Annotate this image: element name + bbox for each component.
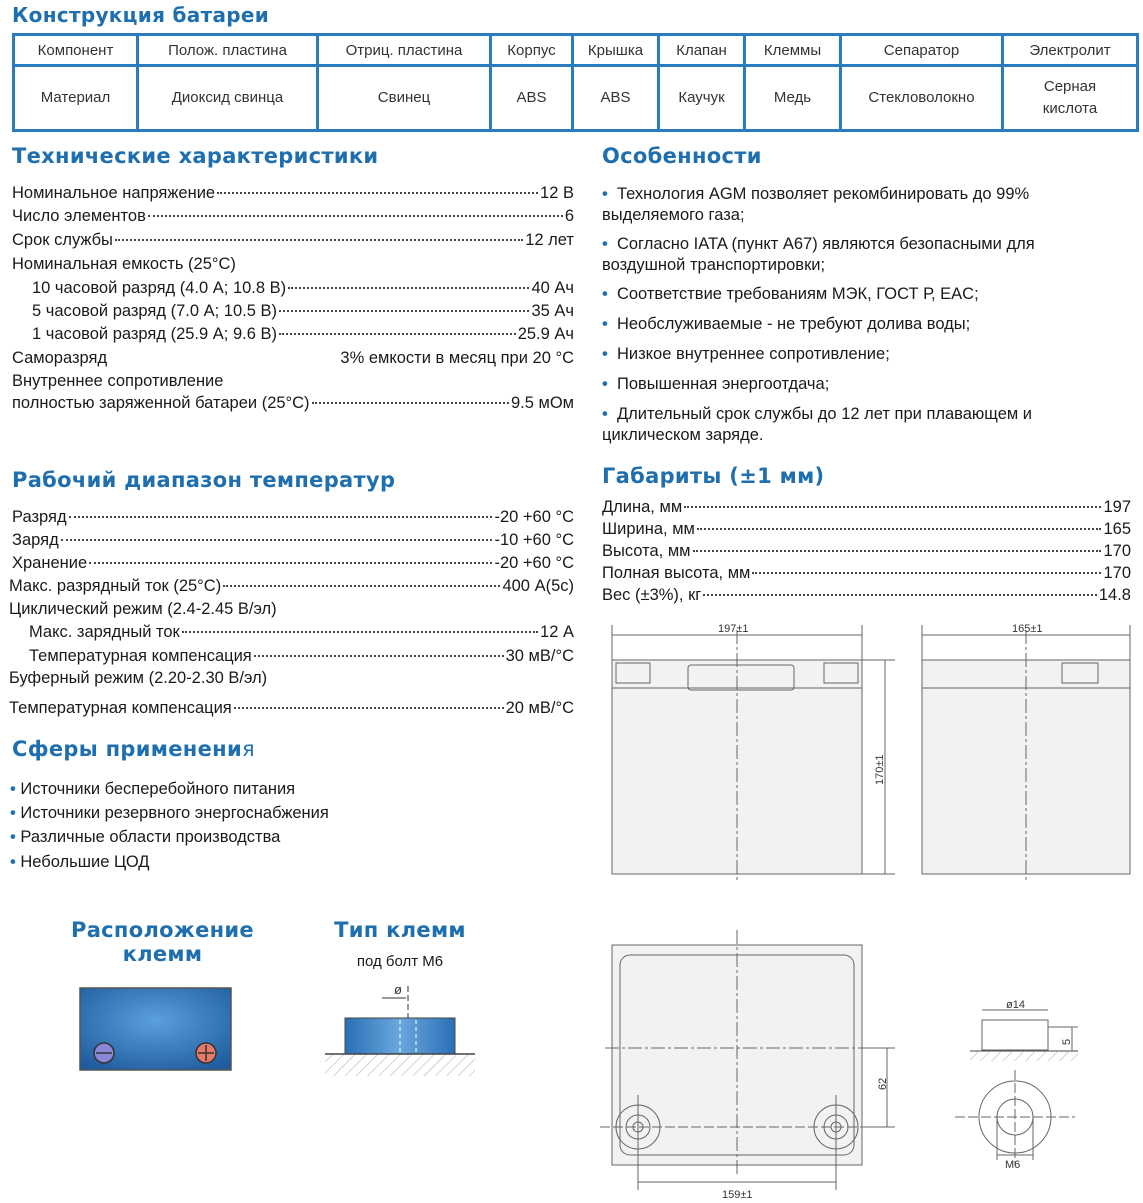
buffer-title: Буферный режим (2.20-2.30 В/эл)	[9, 669, 268, 687]
table-header: Электролит	[1003, 35, 1138, 66]
table-cell: Медь	[745, 66, 841, 131]
bolt-label: M6	[1005, 1159, 1021, 1171]
dimension-row: Вес (±3%), кг 14.8	[602, 586, 1131, 604]
temp-row: Макс. зарядный ток 12 А	[29, 623, 574, 641]
terminal-layout-title: Расположение клемм	[71, 918, 254, 966]
feature-item: • Необслуживаемые - не требуют долива воды;	[602, 315, 971, 333]
feature-item: • Длительный срок службы до 12 лет при плавающем и циклическом заряде.	[602, 405, 1033, 444]
table-header: Клапан	[659, 35, 745, 66]
temp-row: Хранение -20 +60 °С	[12, 554, 574, 572]
temp-row: Разряд -20 +60 °С	[12, 508, 574, 526]
table-header: Корпус	[491, 35, 573, 66]
side-width-label: 165±1	[1012, 623, 1043, 635]
spec-row: 5 часовой разряд (7.0 А; 10.5 В) 35 Ач	[32, 302, 574, 320]
feature-item: • Технология AGM позволяет рекомбинировать до 99% выделяемого газа;	[602, 185, 1030, 224]
application-item: • Различные области производства	[10, 828, 281, 846]
spec-row: 1 часовой разряд (25.9 А; 9.6 В) 25.9 Ач	[32, 325, 574, 343]
construction-title: Конструкция батареи	[12, 3, 270, 27]
feature-item: • Согласно IATA (пункт А67) являются безопасными для воздушной транспортировки;	[602, 235, 1035, 274]
diameter-label: ø	[394, 982, 402, 997]
terminal-type-title: Тип клемм	[334, 918, 466, 942]
application-item: • Источники бесперебойного питания	[10, 780, 296, 798]
terminal-height-label: 5	[1061, 1038, 1073, 1045]
capacity-title: Номинальная емкость (25°С)	[12, 255, 236, 273]
application-item: • Источники резервного энергоснабжения	[10, 804, 329, 822]
terminal-type-diagram	[320, 976, 480, 1080]
dimension-row: Длина, мм 197	[602, 498, 1131, 516]
temp-row: Макс. разрядный ток (25°С) 400 А(5с)	[9, 577, 574, 595]
table-header: Крышка	[573, 35, 659, 66]
table-header: Сепаратор	[841, 35, 1003, 66]
spec-row: 10 часовой разряд (4.0 А; 10.8 В) 40 Ач	[32, 279, 574, 297]
application-item: • Небольшие ЦОД	[10, 853, 150, 871]
feature-item: • Низкое внутреннее сопротивление;	[602, 345, 890, 363]
spec-row: Саморазряд 3% емкости в месяц при 20 °С	[12, 349, 574, 367]
internal-res-title: Внутреннее сопротивление	[12, 372, 224, 390]
spec-row: Номинальное напряжение 12 В	[12, 184, 574, 202]
positive-terminal-icon	[196, 1043, 216, 1063]
terminal-detail	[955, 1010, 1078, 1165]
height-label: 170±1	[874, 754, 886, 785]
terminal-type-subtitle: под болт М6	[356, 953, 444, 970]
side-view	[922, 625, 1130, 880]
dimension-row: Высота, мм 170	[602, 542, 1131, 560]
cyclic-title: Циклический режим (2.4-2.45 В/эл)	[9, 600, 277, 618]
spec-row: Число элементов 6	[12, 207, 574, 225]
spec-row: полностью заряженной батареи (25°С) 9.5 мОм	[12, 394, 574, 412]
applications-title: Сферы применения	[12, 737, 255, 761]
table-header: Клеммы	[745, 35, 841, 66]
dimension-row: Ширина, мм 165	[602, 520, 1131, 538]
specs-title: Технические характеристики	[12, 144, 379, 168]
terminal-layout-diagram	[78, 986, 234, 1074]
table-cell: Каучук	[659, 66, 745, 131]
negative-terminal-icon	[94, 1043, 114, 1063]
temperature-title: Рабочий диапазон температур	[12, 468, 396, 492]
table-header: Компонент	[14, 35, 138, 66]
table-cell: Стекловолокно	[841, 66, 1003, 131]
table-cell: Диоксид свинца	[138, 66, 318, 131]
front-width-label: 197±1	[718, 623, 749, 635]
spec-row: Срок службы 12 лет	[12, 231, 574, 249]
terminal-spacing-label: 159±1	[722, 1189, 753, 1201]
table-header: Отриц. пластина	[318, 35, 491, 66]
dimension-row: Полная высота, мм 170	[602, 564, 1131, 582]
temp-row: Температурная компенсация 20 мВ/°С	[9, 699, 574, 717]
dimensions-title: Габариты (±1 мм)	[602, 464, 825, 488]
front-view	[612, 625, 895, 880]
table-cell: ABS	[491, 66, 573, 131]
table-cell: ABS	[573, 66, 659, 131]
top-view	[600, 930, 895, 1190]
table-cell: Свинец	[318, 66, 491, 131]
table-cell: Материал	[14, 66, 138, 131]
temp-row: Температурная компенсация 30 мВ/°С	[29, 647, 574, 665]
temp-row: Заряд -10 +60 °С	[12, 531, 574, 549]
feature-item: • Соответствие требованиям МЭК, ГОСТ Р, EAC;	[602, 285, 979, 303]
feature-item: • Повышенная энергоотдача;	[602, 375, 830, 393]
technical-drawing	[600, 615, 1143, 1203]
features-title: Особенности	[602, 144, 762, 168]
table-header: Полож. пластина	[138, 35, 318, 66]
terminal-diameter-label: ø14	[1006, 999, 1025, 1011]
table-cell: Серная кислота	[1003, 66, 1138, 131]
construction-table	[12, 33, 1139, 132]
terminal-offset-label: 62	[877, 1077, 889, 1090]
